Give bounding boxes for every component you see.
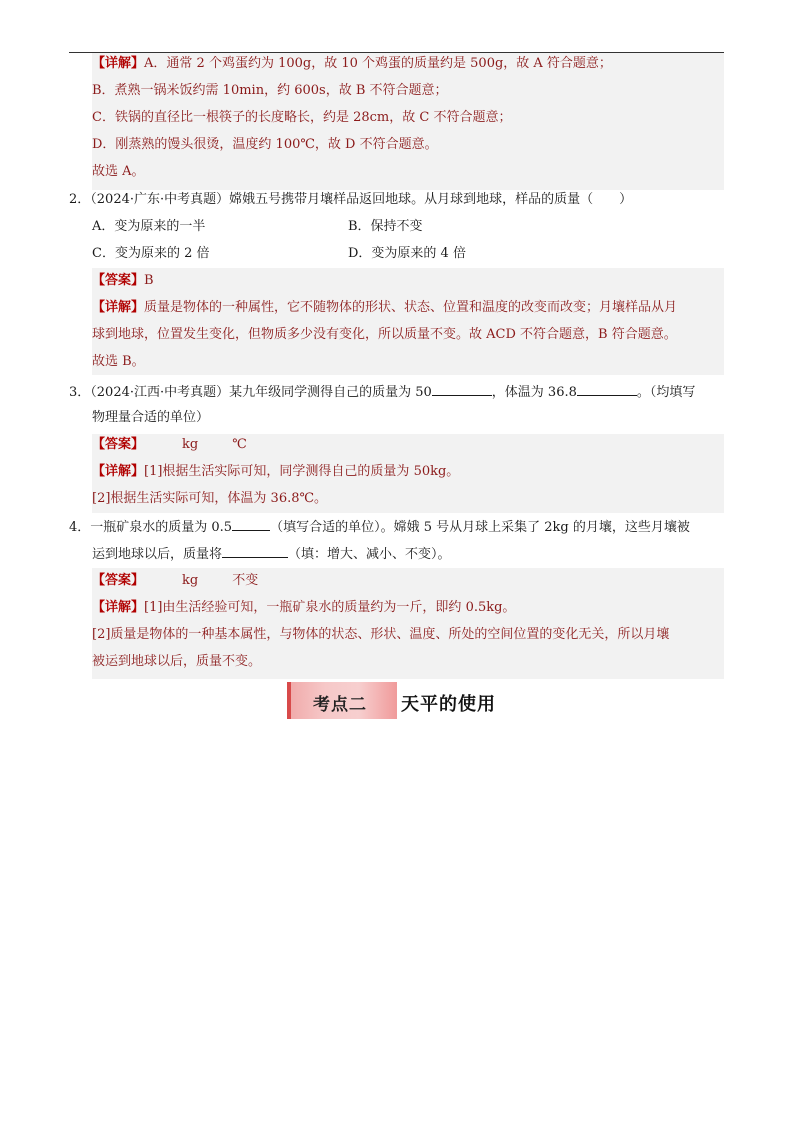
q4-stem-line-2: 运到地球以后，质量将 （填：增大、减小、不变）。 <box>92 544 451 563</box>
answer-tag: 【答案】 <box>92 573 145 588</box>
q4-detail-3: 被运到地球以后，质量不变。 <box>92 654 262 669</box>
q2-answer <box>92 272 154 289</box>
q3-blank-2 <box>577 382 637 396</box>
answer-block-q2 <box>92 268 724 375</box>
answer-tag: 【答案】 <box>92 273 145 288</box>
q2-option-c: C．变为原来的 2 倍 <box>92 246 210 261</box>
q4-blank-2 <box>222 544 288 558</box>
q4-stem-line-1: 4．一瓶矿泉水的质量为 0.5 （填写合适的单位）。嫦娥 5 号从月球上采集了 2kg 的月壤，这些月壤被 <box>69 517 690 536</box>
section-label: 考点二 <box>313 695 367 715</box>
q4-blank-1 <box>232 517 270 531</box>
prev-conclusion: 故选 A。 <box>92 164 145 179</box>
q2-detail-2: 球到地球，位置发生变化，但物质多少没有变化，所以质量不变。故 ACD 不符合题意，B 符合题意。 <box>92 327 677 342</box>
detail-tag: 【详解】 <box>92 464 145 479</box>
q4-detail-2: [2]质量是物体的一种基本属性，与物体的状态、形状、温度、所处的空间位置的变化无关，所以月壤 <box>92 627 670 642</box>
q4-answer <box>92 572 258 589</box>
q3-answer-1: kg <box>182 437 199 452</box>
q4-answer-1: kg <box>182 573 199 588</box>
prev-detail-line-c: C．铁锅的直径比一根筷子的长度略长，约是 28cm，故 C 不符合题意； <box>92 110 512 125</box>
q2-conclusion: 故选 B。 <box>92 354 145 369</box>
q2-detail-1: 【详解】质量是物体的一种属性，它不随物体的形状、状态、位置和温度的改变而改变；月壤样品从月 <box>92 300 678 315</box>
q3-answer <box>92 436 247 453</box>
q4-answer-2: 不变 <box>232 573 259 588</box>
prev-detail-line-b: B．煮熟一锅米饭约需 10min，约 600s，故 B 不符合题意； <box>92 83 448 98</box>
detail-tag: 【详解】 <box>92 600 145 615</box>
q3-stem-line-1: 3．（2024·江西·中考真题）某九年级同学测得自己的质量为 50 ，体温为 36.8 。（均填写 <box>69 382 695 401</box>
q2-option-d: D．变为原来的 4 倍 <box>348 246 466 261</box>
prev-detail-line-d: D．刚蒸熟的馒头很烫，温度约 100℃，故 D 不符合题意。 <box>92 137 438 152</box>
q3-answer-2: ℃ <box>232 437 247 452</box>
q2-option-a: A．变为原来的一半 <box>92 219 206 234</box>
q3-detail-2: [2]根据生活实际可知，体温为 36.8℃。 <box>92 491 328 506</box>
q3-detail-1: 【详解】[1]根据生活实际可知，同学测得自己的质量为 50kg。 <box>92 464 460 479</box>
prev-detail-line-a: 【详解】A．通常 2 个鸡蛋约为 100g，故 10 个鸡蛋的质量约是 500g，故 A 符合题意； <box>92 56 612 71</box>
q2-stem: 2．（2024·广东·中考真题）嫦娥五号携带月壤样品返回地球。从月球到地球，样品的质量（ ） <box>69 192 633 207</box>
detail-tag: 【详解】 <box>92 300 145 315</box>
q3-stem-line-2: 物理量合适的单位） <box>92 410 210 425</box>
q2-answer-value: B <box>144 273 154 288</box>
section-title: 天平的使用 <box>401 694 496 715</box>
answer-tag: 【答案】 <box>92 437 145 452</box>
detail-tag: 【详解】 <box>92 56 145 71</box>
q3-blank-1 <box>432 382 492 396</box>
q2-option-b: B．保持不变 <box>348 219 423 234</box>
section-badge-edge <box>287 682 291 719</box>
q4-detail-1: 【详解】[1]由生活经验可知，一瓶矿泉水的质量约为一斤，即约 0.5kg。 <box>92 600 516 615</box>
